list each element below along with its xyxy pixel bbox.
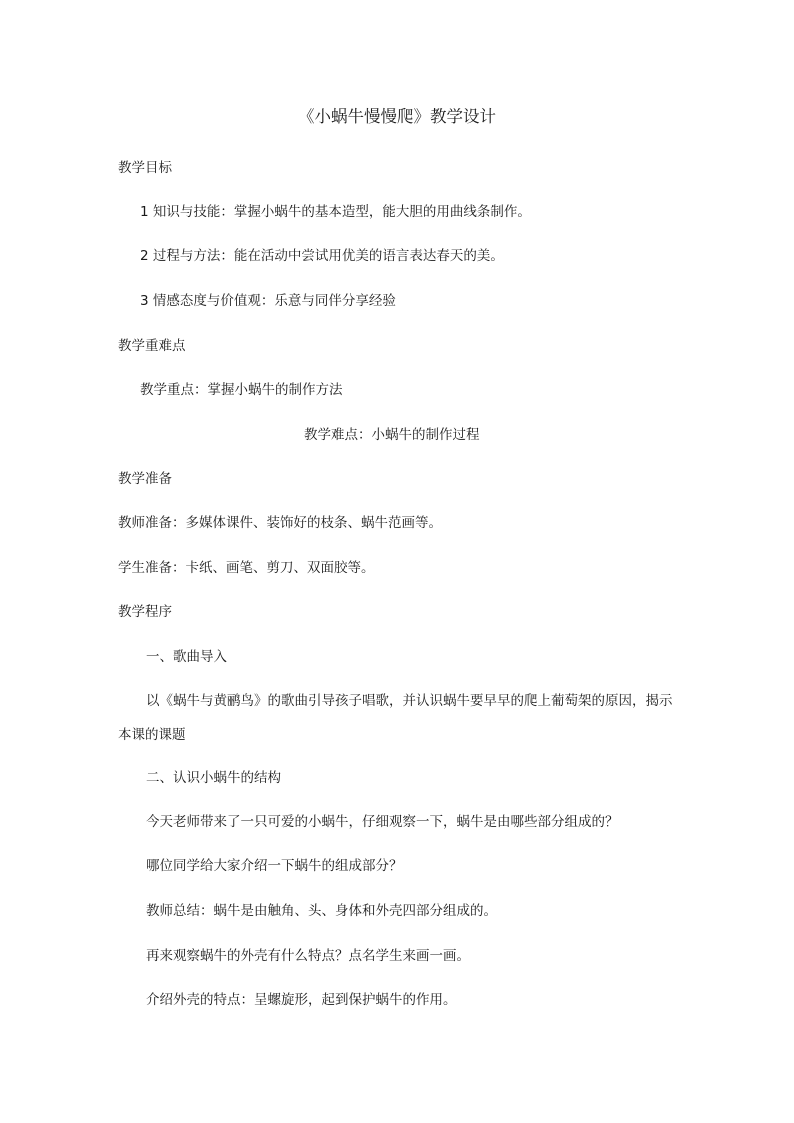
section-2-paragraph: 介绍外壳的特点：呈螺旋形，起到保护蜗牛的作用。 (146, 992, 457, 1008)
student-preparation: 学生准备：卡纸、画笔、剪刀、双面胶等。 (118, 560, 375, 576)
section-2-paragraph: 教师总结：蜗牛是由触角、头、身体和外壳四部分组成的。 (146, 903, 497, 919)
objective-item-3: 3 情感态度与价值观：乐意与同伴分享经验 (140, 293, 396, 309)
section-2-paragraph: 今天老师带来了一只可爱的小蜗牛，仔细观察一下，蜗牛是由哪些部分组成的？ (146, 814, 619, 830)
document-title: 《小蜗牛慢慢爬》教学设计 (298, 107, 496, 126)
section-2-paragraph: 哪位同学给大家介绍一下蜗牛的组成部分？ (146, 858, 403, 874)
procedure-heading: 教学程序 (118, 604, 172, 620)
key-point-difficulty: 教学难点：小蜗牛的制作过程 (304, 427, 480, 443)
section-1-title: 一、歌曲导入 (146, 649, 227, 665)
teacher-preparation: 教师准备：多媒体课件、装饰好的枝条、蜗牛范画等。 (118, 515, 442, 531)
section-2-title: 二、认识小蜗牛的结构 (146, 770, 281, 786)
preparation-heading: 教学准备 (118, 471, 172, 487)
section-2-paragraph: 再来观察蜗牛的外壳有什么特点？点名学生来画一画。 (146, 948, 470, 964)
objective-item-1: 1 知识与技能：掌握小蜗牛的基本造型，能大胆的用曲线条制作。 (140, 204, 531, 220)
key-point-focus: 教学重点：掌握小蜗牛的制作方法 (140, 382, 343, 398)
section-1-paragraph: 以《蜗牛与黄鹂鸟》的歌曲引导孩子唱歌，并认识蜗牛要早早的爬上葡萄架的原因，揭示本课的课题 (118, 693, 673, 743)
objectives-heading: 教学目标 (118, 160, 172, 176)
objective-item-2: 2 过程与方法：能在活动中尝试用优美的语言表达春天的美。 (140, 248, 504, 264)
key-points-heading: 教学重难点 (118, 338, 186, 354)
